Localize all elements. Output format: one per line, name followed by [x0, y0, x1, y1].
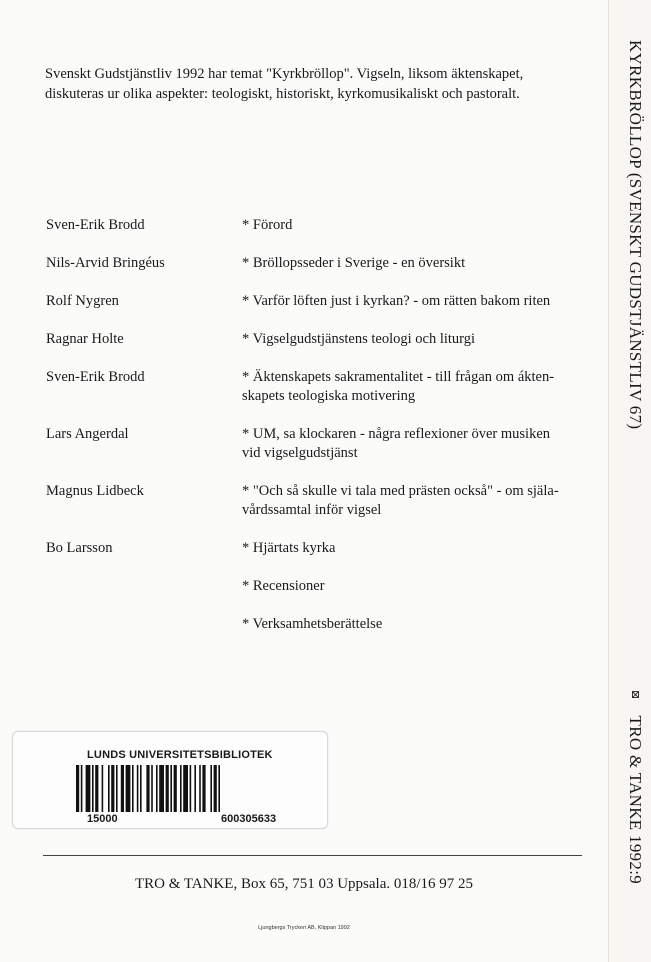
toc-title — [242, 425, 592, 463]
toc-author — [46, 615, 242, 634]
toc-title-line: vid vigselgudstjänst — [242, 445, 358, 461]
toc-row — [46, 577, 606, 596]
toc-title — [242, 292, 592, 311]
printer-credit: Ljungbergs Tryckeri AB, Klippan 1992 — [258, 925, 350, 931]
intro-paragraph — [45, 64, 590, 104]
toc-title-line: * UM, sa klockaren - några reflexioner över musiken — [242, 426, 551, 442]
spine-publication: TRO & TANKE 1992:9 — [626, 715, 645, 885]
library-name: LUNDS UNIVERSITETSBIBLIOTEK — [87, 749, 273, 761]
toc-title-line: vårdssamtal inför vigsel — [242, 502, 382, 518]
toc-title — [242, 482, 592, 520]
toc-title-line: * Hjärtats kyrka — [242, 540, 336, 556]
toc-author: Sven-Erik Brodd — [46, 369, 145, 385]
toc-row — [46, 539, 606, 558]
intro-line-2: diskuteras ur olika aspekter: teologiskt, historiskt, kyrkomusikaliskt och pastoralt. — [45, 86, 520, 102]
toc-row — [46, 292, 606, 311]
spine-title: KYRKBRÖLLOP (SVENSKT GUDSTJÄNSTLIV 67) — [626, 40, 645, 430]
toc-title — [242, 368, 592, 406]
toc-title-line: * Vigselgudstjänstens teologi och liturgi — [242, 331, 475, 347]
book-spine — [608, 0, 651, 962]
toc-row — [46, 254, 606, 273]
toc-title-line: * Äktenskapets sakramentalitet - till frågan om ákten- — [242, 369, 555, 385]
toc-title — [242, 216, 592, 235]
toc-title — [242, 254, 592, 273]
toc-author: Nils-Arvid Bringéus — [46, 255, 165, 271]
toc-title-line: * Förord — [242, 217, 293, 233]
barcode-bars — [76, 765, 298, 812]
toc-author: Rolf Nygren — [46, 293, 119, 309]
library-barcode-label — [12, 731, 328, 829]
spine-publication-line — [625, 690, 645, 884]
toc-author: Lars Angerdal — [46, 426, 129, 442]
toc-title — [242, 330, 592, 349]
toc-title-line: skapets teologiska motivering — [242, 388, 416, 404]
barcode-number-left: 15000 — [87, 813, 118, 825]
intro-line-1: Svenskt Gudstjänstliv 1992 har temat "Kyrkbröllop". Vigseln, liksom äktenskapet, — [45, 66, 524, 82]
toc-author: Ragnar Holte — [46, 331, 124, 347]
toc-title — [242, 615, 592, 634]
toc-author: Sven-Erik Brodd — [46, 217, 145, 233]
footer-divider — [43, 855, 582, 856]
toc-author — [46, 577, 242, 596]
toc-title-line: * Bröllopsseder i Sverige - en översikt — [242, 255, 466, 271]
barcode-number-right: 600305633 — [221, 813, 277, 825]
toc-row — [46, 425, 606, 463]
toc-row — [46, 216, 606, 235]
toc-title-line: * Verksamhetsberättelse — [242, 616, 383, 632]
toc-title — [242, 539, 592, 558]
toc-author: Bo Larsson — [46, 540, 113, 556]
toc-row — [46, 482, 606, 520]
toc-author: Magnus Lidbeck — [46, 483, 144, 499]
toc-row — [46, 615, 606, 634]
toc-row — [46, 330, 606, 349]
toc-title-line: * Varför löften just i kyrkan? - om rätten bakom riten — [242, 293, 551, 309]
toc-title — [242, 577, 592, 596]
toc-title-line: * Recensioner — [242, 578, 325, 594]
toc-row — [46, 368, 606, 406]
publisher-contact: TRO & TANKE, Box 65, 751 03 Uppsala. 018/16 97 25 — [134, 876, 474, 892]
table-of-contents — [46, 216, 606, 653]
spine-emblem-icon: ⊠ — [629, 690, 641, 700]
toc-title-line: * "Och så skulle vi tala med prästen också" - om själa- — [242, 483, 559, 499]
